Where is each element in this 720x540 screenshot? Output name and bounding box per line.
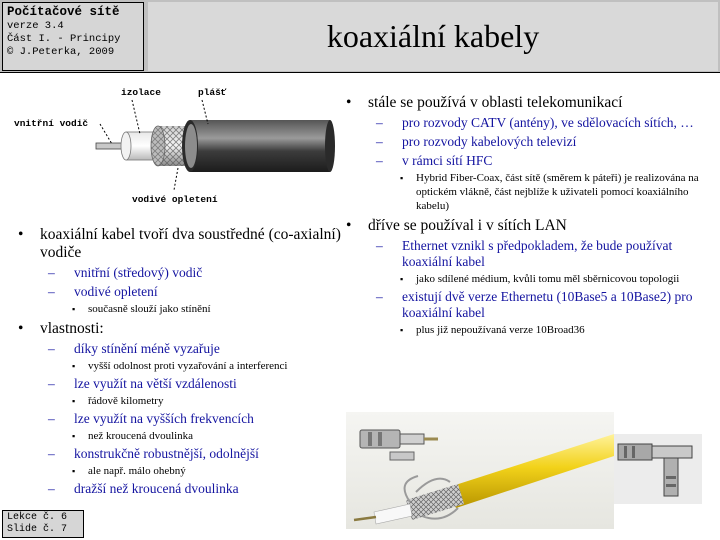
list-item xyxy=(12,359,372,373)
list-item xyxy=(12,464,372,478)
list-item xyxy=(12,341,372,357)
outer-jacket xyxy=(190,120,330,172)
dash-marker: – xyxy=(48,376,55,391)
list-item xyxy=(340,171,718,213)
list-item-text: v rámci sítí HFC xyxy=(402,153,493,168)
bullet-marker: • xyxy=(346,94,352,111)
list-item-text: ale např. málo ohebný xyxy=(88,465,186,477)
dash-marker: – xyxy=(376,134,383,149)
list-item-text: konstrukčně robustnější, odolnější xyxy=(74,446,259,461)
lesson-number: Lekce č. 6 xyxy=(7,512,68,523)
bullet-marker: • xyxy=(18,226,24,243)
list-item-text: vnitřní (středový) vodič xyxy=(74,265,203,280)
lesson-info-box xyxy=(2,510,84,538)
list-item-text: dříve se používal i v sítích LAN xyxy=(368,217,567,234)
list-item-text: pro rozvody kabelových televizí xyxy=(402,134,577,149)
course-part: Část I. - Principy xyxy=(7,33,121,45)
list-item-text: současně slouží jako stínění xyxy=(88,303,211,315)
square-marker: ▪ xyxy=(72,431,76,441)
list-item xyxy=(12,320,372,338)
list-item-text: jako sdílené médium, kvůli tomu měl sběrnicovou topologii xyxy=(416,273,680,285)
right-bullet-list xyxy=(340,90,718,337)
list-item xyxy=(12,446,372,462)
dash-marker: – xyxy=(376,289,383,304)
list-item xyxy=(340,272,718,286)
dash-marker: – xyxy=(48,284,55,299)
list-item-text: vlastnosti: xyxy=(40,320,104,337)
bullet-marker: • xyxy=(18,320,24,337)
list-item-text: než kroucená dvoulinka xyxy=(88,430,194,442)
label-vodive-opleteni: vodivé opletení xyxy=(132,194,218,205)
title-panel xyxy=(148,2,718,71)
coax-cable-diagram xyxy=(8,82,338,222)
list-item xyxy=(340,323,718,337)
list-item-text: stále se používá v oblasti telekomunikací xyxy=(368,94,623,111)
list-item xyxy=(340,94,718,112)
label-vnitrni-vodic: vnitřní vodič xyxy=(14,118,89,129)
list-item-text: dražší než kroucená dvoulinka xyxy=(74,481,239,496)
list-item-text: lze využít na větší vzdálenosti xyxy=(74,376,237,391)
list-item-text: lze využít na vyšších frekvencích xyxy=(74,411,254,426)
list-item xyxy=(12,265,372,281)
dash-marker: – xyxy=(376,115,383,130)
bnc-t-connector-photo xyxy=(614,434,702,504)
dash-marker: – xyxy=(376,153,383,168)
list-item xyxy=(340,217,718,235)
list-item xyxy=(12,411,372,427)
header-bar xyxy=(0,0,720,73)
list-item-text: Ethernet vznikl s předpokladem, že bude používat koaxiální kabel xyxy=(402,238,673,269)
course-title: Počítačové sítě xyxy=(7,5,120,19)
list-item-text: řádově kilometry xyxy=(88,395,164,407)
square-marker: ▪ xyxy=(72,466,76,476)
list-item xyxy=(12,302,372,316)
dash-marker: – xyxy=(376,238,383,253)
list-item-text: Hybrid Fiber-Coax, část sítě (směrem k páteři) je realizována na optickém vlákně, část nejblíže k uživateli pomocí koaxiálního kabelu) xyxy=(416,172,699,212)
list-item-text: vyšší odolnost proti vyzařování a interferenci xyxy=(88,360,288,372)
bullet-marker: • xyxy=(346,217,352,234)
list-item xyxy=(340,134,718,150)
list-item-text: plus již nepoužívaná verze 10Broad36 xyxy=(416,324,585,336)
course-copyright: © J.Peterka, 2009 xyxy=(7,46,115,58)
list-item xyxy=(12,284,372,300)
list-item xyxy=(12,429,372,443)
list-item xyxy=(340,238,718,270)
list-item-text: díky stínění méně vyzařuje xyxy=(74,341,220,356)
list-item xyxy=(12,376,372,392)
dash-marker: – xyxy=(48,446,55,461)
square-marker: ▪ xyxy=(72,304,76,314)
list-item-text: pro rozvody CATV (antény), ve sdělovacích sítích, … xyxy=(402,115,694,130)
slide-number: Slide č. 7 xyxy=(7,524,68,535)
square-marker: ▪ xyxy=(400,325,404,335)
square-marker: ▪ xyxy=(72,361,76,371)
list-item xyxy=(12,481,372,497)
list-item xyxy=(12,226,372,262)
list-item xyxy=(340,153,718,169)
list-item-text: existují dvě verze Ethernetu (10Base5 a 10Base2) pro koaxiální kabel xyxy=(402,289,693,320)
square-marker: ▪ xyxy=(400,173,404,183)
slide-title: koaxiální kabely xyxy=(326,18,540,54)
list-item xyxy=(340,115,718,131)
dash-marker: – xyxy=(48,341,55,356)
square-marker: ▪ xyxy=(400,274,404,284)
dash-marker: – xyxy=(48,481,55,496)
left-bullet-list xyxy=(12,222,372,497)
dash-marker: – xyxy=(48,265,55,280)
course-info-box xyxy=(2,2,144,71)
label-izolace: izolace xyxy=(121,87,161,98)
course-version: verze 3.4 xyxy=(7,20,64,32)
square-marker: ▪ xyxy=(72,396,76,406)
coax-cable-photo xyxy=(346,412,614,529)
dash-marker: – xyxy=(48,411,55,426)
list-item xyxy=(12,394,372,408)
list-item-text: koaxiální kabel tvoří dva soustředné (co-axialní) vodiče xyxy=(40,226,341,261)
list-item-text: vodivé opletení xyxy=(74,284,158,299)
list-item xyxy=(340,289,718,321)
label-plast: plášť xyxy=(198,87,227,98)
